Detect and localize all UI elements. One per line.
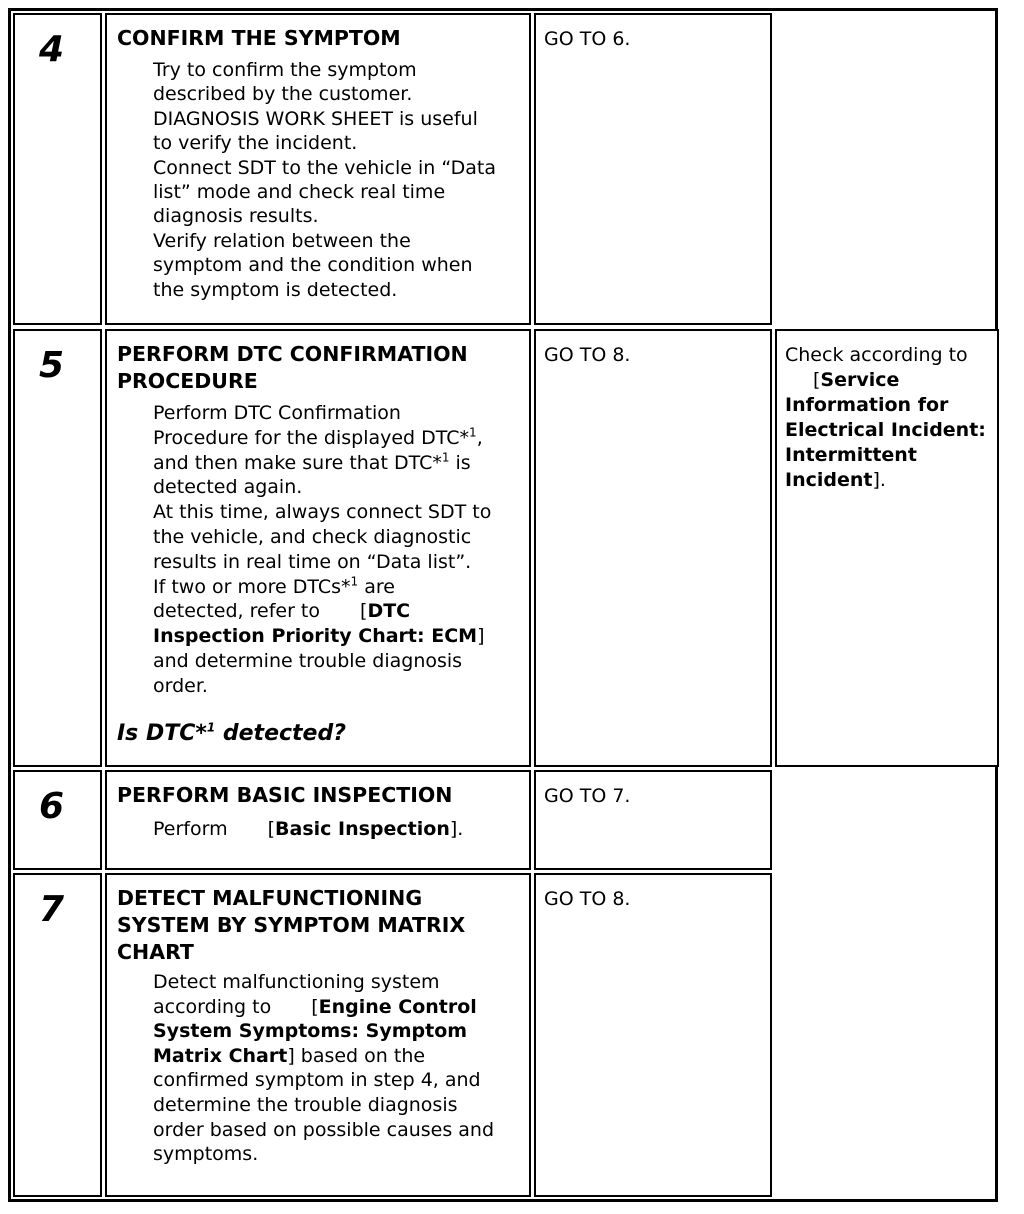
text: ]. (872, 469, 886, 491)
instruction-line: described by the customer. (153, 83, 413, 106)
step-instructions (153, 970, 529, 1167)
text: [ (813, 369, 821, 391)
step-instructions (153, 401, 529, 699)
go-to-link[interactable]: GO TO 8. (544, 888, 631, 910)
text: ]. (449, 818, 464, 840)
intermittent-incident-link[interactable]: Service (820, 369, 900, 391)
instruction-line: diagnosis results. (153, 205, 319, 228)
instruction-line: confirmed symptom in step 4, and (153, 1069, 481, 1092)
instruction-line: the vehicle, and check diagnostic (153, 525, 472, 548)
text: and then make sure that DTC* (153, 451, 442, 474)
text: , (476, 426, 483, 449)
step-5-yes-cell (534, 329, 772, 767)
step-title-cont: PROCEDURE (117, 369, 258, 393)
instruction-line: DIAGNOSIS WORK SHEET is useful (153, 107, 478, 130)
step-title: PERFORM DTC CONFIRMATION (117, 342, 468, 366)
instruction-line (153, 1044, 529, 1069)
text: according to (153, 995, 272, 1018)
instruction-line (153, 817, 529, 842)
text: is (449, 451, 471, 474)
symptom-matrix-link[interactable]: Engine Control (318, 995, 477, 1018)
instruction-line (153, 599, 529, 624)
step-4-yes-cell (534, 13, 772, 325)
step-number: 5 (39, 345, 65, 386)
go-to-link[interactable]: GO TO 8. (544, 344, 631, 366)
instruction-line: list” mode and check real time (153, 181, 446, 204)
text: Is DTC* (117, 720, 207, 746)
instruction-line: Try to confirm the symptom (153, 59, 417, 81)
step-number: 7 (39, 889, 65, 930)
step-title-cont: SYSTEM BY SYMPTOM MATRIX (117, 913, 466, 937)
step-number: 4 (39, 29, 65, 70)
text: [ (360, 600, 368, 623)
intermittent-incident-link[interactable]: Incident (785, 469, 873, 491)
text: Perform (153, 818, 228, 840)
step-6-yes-cell (534, 770, 772, 870)
step-5-content-cell (105, 329, 531, 767)
intermittent-incident-link[interactable]: Electrical Incident: (785, 419, 986, 441)
instruction-line: Verify relation between the (153, 229, 411, 252)
text: If two or more DTCs* (153, 575, 351, 598)
step-title: DETECT MALFUNCTIONING (117, 886, 423, 910)
text: [ (311, 995, 319, 1018)
superscript: 1 (350, 574, 359, 589)
instruction-line: results in real time on “Data list”. (153, 550, 472, 573)
step-title: PERFORM BASIC INSPECTION (117, 783, 453, 807)
instruction-line: determine the trouble diagnosis (153, 1093, 458, 1116)
text: detected? (215, 720, 346, 746)
instruction-line: symptom and the condition when (153, 254, 473, 277)
no-action (785, 343, 997, 493)
instruction-line: Connect SDT to the vehicle in “Data (153, 156, 496, 179)
instruction-line: symptoms. (153, 1143, 259, 1166)
step-instructions (153, 817, 529, 842)
step-title: CONFIRM THE SYMPTOM (117, 26, 401, 50)
instruction-line: Perform DTC Confirmation (153, 402, 401, 424)
instruction-line (153, 451, 529, 476)
intermittent-incident-link[interactable]: Information for (785, 394, 949, 416)
step-4-content-cell (105, 13, 531, 325)
instruction-line: order based on possible causes and (153, 1118, 495, 1141)
text (785, 368, 997, 393)
instruction-line (153, 995, 529, 1020)
instruction-line: the symptom is detected. (153, 278, 398, 301)
step-7-number-cell (13, 873, 102, 1197)
step-7-content-cell (105, 873, 531, 1197)
text: detected, refer to (153, 600, 321, 623)
instruction-line: Detect malfunctioning system (153, 971, 440, 993)
instruction-line (153, 624, 529, 649)
instruction-line (153, 426, 529, 451)
basic-inspection-link[interactable]: Basic Inspection (275, 818, 450, 840)
instruction-line: and determine trouble diagnosis (153, 649, 463, 672)
step-number: 6 (39, 786, 65, 827)
instruction-line: At this time, always connect SDT to (153, 501, 492, 524)
step-title-cont: CHART (117, 940, 194, 964)
instruction-line: detected again. (153, 476, 303, 499)
dtc-priority-chart-link[interactable]: Inspection Priority Chart: ECM (153, 625, 478, 648)
step-instructions (153, 58, 529, 302)
text: ] (477, 625, 485, 648)
text: ] based on the (287, 1044, 426, 1067)
step-6-number-cell (13, 770, 102, 870)
text: Check according to (785, 344, 968, 366)
go-to-link[interactable]: GO TO 7. (544, 785, 631, 807)
instruction-line (153, 1019, 529, 1044)
superscript: 1 (441, 450, 450, 465)
superscript: 1 (206, 720, 216, 735)
step-7-yes-cell (534, 873, 772, 1197)
step-5-number-cell (13, 329, 102, 767)
symptom-matrix-link[interactable]: Matrix Chart (153, 1044, 288, 1067)
text: [ (267, 818, 276, 840)
instruction-line: to verify the incident. (153, 132, 358, 155)
symptom-matrix-link[interactable]: System Symptoms: Symptom (153, 1020, 468, 1043)
text: are (358, 575, 395, 598)
instruction-line (153, 575, 529, 600)
step-4-number-cell (13, 13, 102, 325)
instruction-line: order. (153, 674, 208, 697)
step-5-no-cell (775, 329, 999, 767)
step-question (117, 721, 529, 746)
go-to-link[interactable]: GO TO 6. (544, 28, 631, 50)
dtc-priority-chart-link[interactable]: DTC (367, 600, 411, 623)
step-6-content-cell (105, 770, 531, 870)
superscript: 1 (469, 425, 477, 440)
intermittent-incident-link[interactable]: Intermittent (785, 444, 917, 466)
text: Procedure for the displayed DTC* (153, 426, 470, 449)
